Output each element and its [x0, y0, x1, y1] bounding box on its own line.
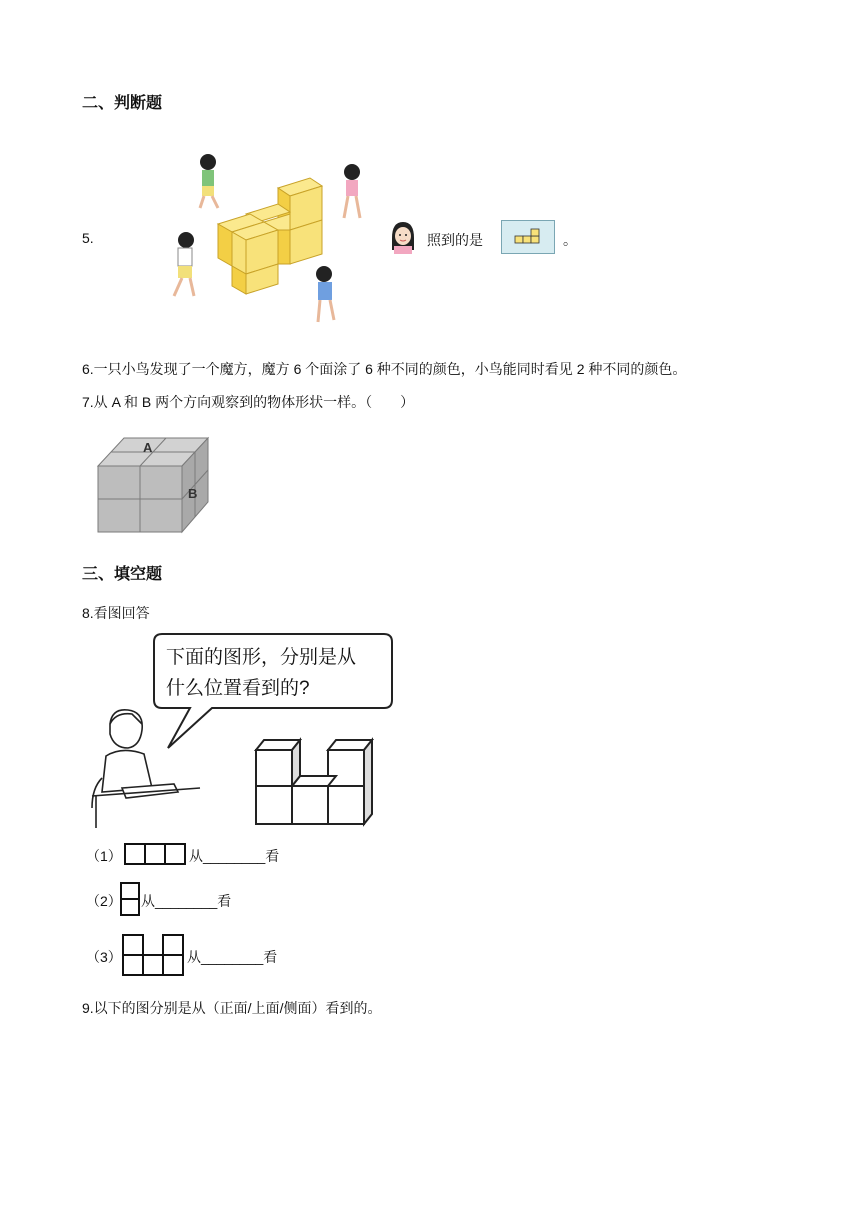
- q7-gray-cube: [92, 434, 220, 538]
- q8-item-3-blank[interactable]: ________: [201, 949, 264, 965]
- q8-item-2-shape: [120, 882, 140, 916]
- q8-item-2-num: （2）: [86, 893, 122, 909]
- q8-item-2-blank[interactable]: ________: [155, 893, 218, 909]
- q7-label-b: B: [188, 486, 198, 501]
- q8-item-1-num: （1）: [86, 848, 122, 864]
- q7-text: 7.从 A 和 B 两个方向观察到的物体形状一样。（ ）: [82, 394, 415, 410]
- section-heading-fill-blank: 三、填空题: [82, 566, 163, 583]
- q5-cube-scene: [160, 148, 380, 328]
- q5-number: 5.: [82, 230, 94, 246]
- q8-illustration: [82, 628, 397, 831]
- speech-bubble-text: [166, 642, 356, 704]
- bubble-line-2: 什么位置看到的?: [166, 678, 310, 699]
- q8-item-2-answer: [141, 891, 231, 911]
- q8-item-1-post: 看: [265, 848, 280, 864]
- q5-end: 。: [563, 232, 577, 248]
- q7-label-a: A: [143, 440, 153, 455]
- q8-title: 8.看图回答: [82, 605, 150, 621]
- girl-face-icon: [388, 220, 418, 254]
- q8-item-1-pre: 从: [189, 848, 203, 864]
- q8-item-2-pre: 从: [141, 893, 155, 909]
- q8-item-3-pre: 从: [187, 949, 201, 965]
- q5-text: 照到的是: [427, 232, 483, 248]
- q8-item-1-blank[interactable]: ________: [203, 848, 266, 864]
- q9-text: 9.以下的图分别是从（正面/上面/侧面）看到的。: [82, 1000, 382, 1016]
- section-heading-judgement: 二、判断题: [82, 95, 163, 112]
- bubble-line-1: 下面的图形，分别是从: [166, 647, 357, 668]
- q8-item-3-num: （3）: [86, 949, 122, 965]
- q8-item-1-shape: [124, 843, 186, 865]
- q8-item-3-post: 看: [263, 949, 278, 965]
- q6-text: 6.一只小鸟发现了一个魔方，魔方 6 个面涂了 6 种不同的颜色，小鸟能同时看见 2 种不同的颜色。: [82, 361, 687, 377]
- q5-answer-panel: [501, 220, 555, 254]
- q8-item-3-answer: [187, 947, 277, 967]
- girl-photographer-figure: [200, 154, 218, 208]
- q8-item-3-shape: [122, 934, 184, 976]
- q8-item-2-post: 看: [217, 893, 232, 909]
- q8-item-1-answer: [189, 846, 279, 866]
